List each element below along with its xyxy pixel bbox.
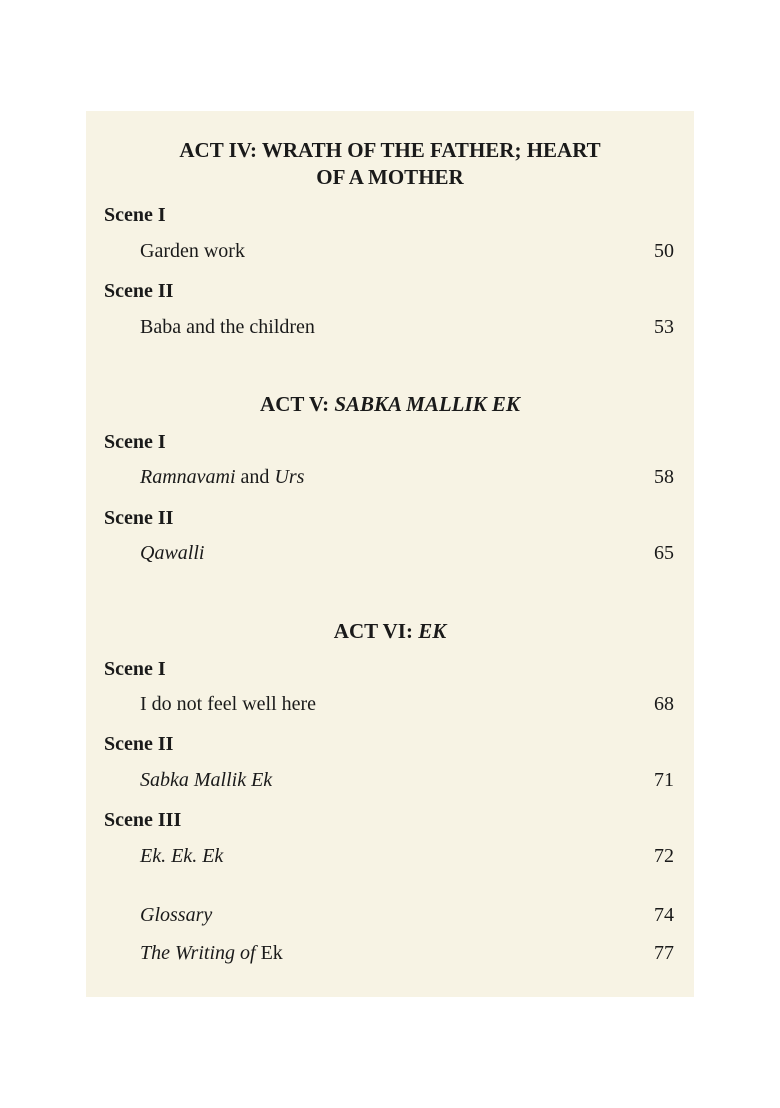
entry-title: Ramnavami and Urs xyxy=(140,466,305,488)
scene-label: Scene II xyxy=(104,280,174,302)
entry-page-number: 77 xyxy=(654,942,674,964)
scene-label: Scene II xyxy=(104,507,174,529)
entry-title: Garden work xyxy=(140,240,245,262)
act-vi-heading xyxy=(86,618,694,645)
entry-title: Qawalli xyxy=(140,542,205,564)
act-v-prefix: ACT V: xyxy=(260,392,335,416)
act-iv-heading xyxy=(86,137,694,191)
entry-page-number: 72 xyxy=(654,845,674,867)
act-iv-line2: OF A MOTHER xyxy=(316,165,464,189)
entry-page-number: 68 xyxy=(654,693,674,715)
entry-page-number: 74 xyxy=(654,904,674,926)
scene-label: Scene II xyxy=(104,733,174,755)
act-vi-prefix: ACT VI: xyxy=(333,619,419,643)
scene-label: Scene I xyxy=(104,658,166,680)
entry-page-number: 58 xyxy=(654,466,674,488)
scene-label: Scene III xyxy=(104,809,182,831)
entry-title: Glossary xyxy=(140,904,213,926)
entry-page-number: 71 xyxy=(654,769,674,791)
scene-label: Scene I xyxy=(104,204,166,226)
act-v-heading xyxy=(86,391,694,418)
entry-page-number: 53 xyxy=(654,316,674,338)
scene-label: Scene I xyxy=(104,431,166,453)
book-page xyxy=(86,111,694,997)
entry-page-number: 50 xyxy=(654,240,674,262)
act-iv-line1: ACT IV: WRATH OF THE FATHER; HEART xyxy=(179,138,601,162)
act-vi-title: EK xyxy=(418,619,447,643)
entry-title: The Writing of Ek xyxy=(140,942,283,964)
act-v-title: SABKA MALLIK EK xyxy=(334,392,520,416)
entry-title: Sabka Mallik Ek xyxy=(140,769,273,791)
entry-title: Baba and the children xyxy=(140,316,315,338)
entry-page-number: 65 xyxy=(654,542,674,564)
entry-title: Ek. Ek. Ek xyxy=(140,845,224,867)
entry-title: I do not feel well here xyxy=(140,693,317,715)
